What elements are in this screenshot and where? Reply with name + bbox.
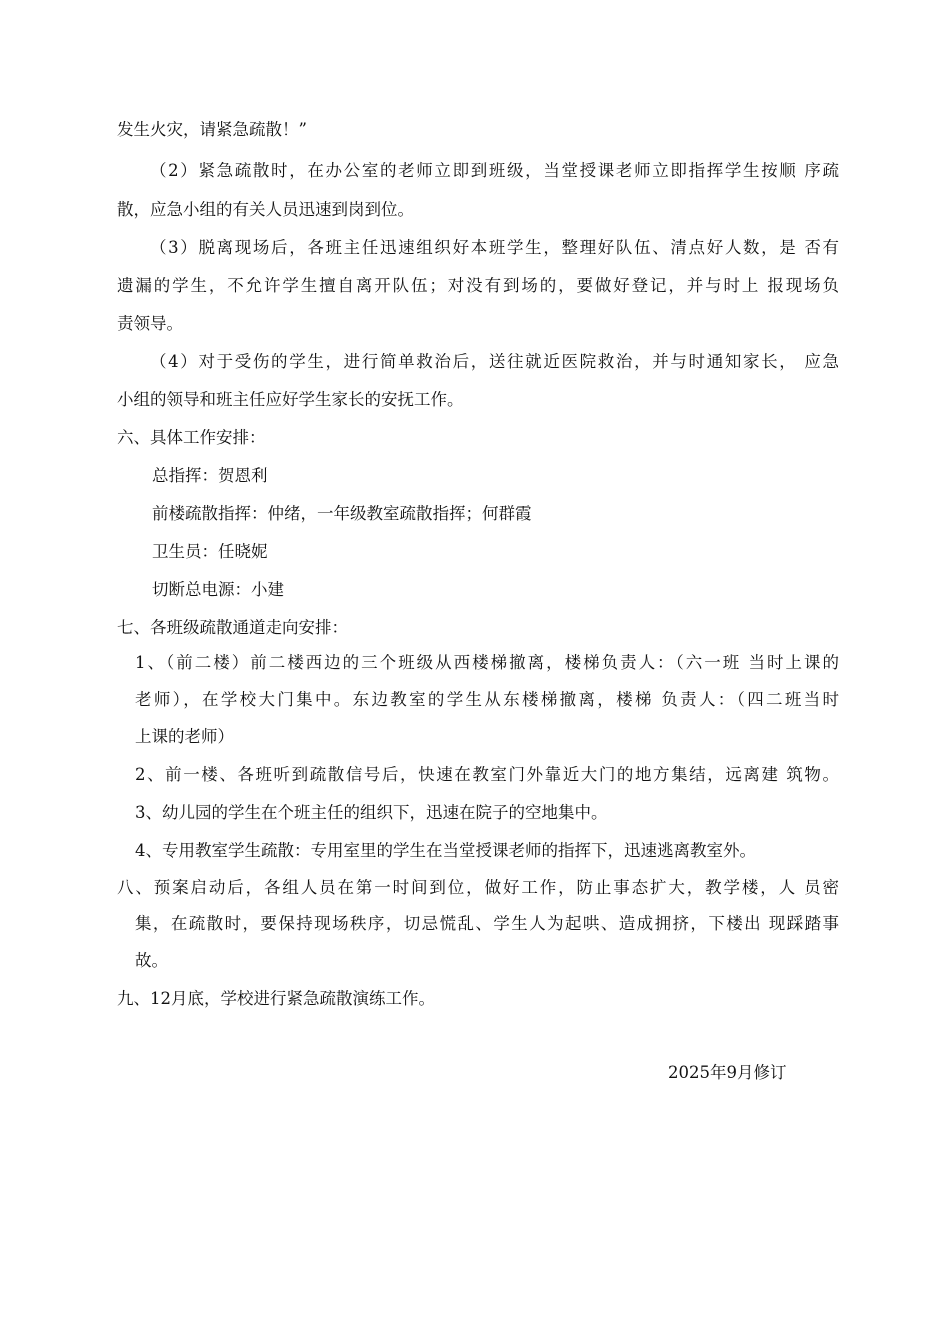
text-line: 散，应急小组的有关人员迅速到岗到位。	[117, 200, 414, 219]
text-line: （3）脱离现场后，各班主任迅速组织好本班学生，整理好队伍、清点好人数，是 否有	[150, 238, 839, 257]
text-line: 2、前一楼、各班听到疏散信号后，快速在教室门外靠近大门的地方集结，远离建 筑物。	[135, 765, 839, 784]
text-line: 遗漏的学生，不允许学生擅自离开队伍；对没有到场的，要做好登记，并与时上 报现场负	[117, 276, 839, 295]
text-line: 发生火灾，请紧急疏散！”	[117, 120, 307, 139]
text-line: 卫生员：任晓妮	[152, 542, 268, 561]
text-line: 前楼疏散指挥：仲绪，一年级教室疏散指挥；何群霞	[152, 504, 532, 523]
text-line: 责领导。	[117, 314, 183, 333]
revision-date: 2025年9月修订	[668, 1063, 787, 1082]
text-line: 3、幼儿园的学生在个班主任的组织下，迅速在院子的空地集中。	[135, 803, 608, 822]
text-line: （2）紧急疏散时，在办公室的老师立即到班级，当堂授课老师立即指挥学生按顺 序疏	[150, 161, 839, 180]
text-line: 上课的老师）	[135, 727, 234, 746]
text-line: 总指挥：贺恩利	[152, 466, 268, 485]
text-line: 集，在疏散时，要保持现场秩序，切忌慌乱、学生人为起哄、造成拥挤，下楼出 现踩踏事	[135, 914, 839, 933]
text-line: （4）对于受伤的学生，进行简单救治后，送往就近医院救治，并与时通知家长， 应急	[150, 352, 839, 371]
section-heading: 七、各班级疏散通道走向安排：	[117, 618, 348, 637]
text-line: 切断总电源：小建	[152, 580, 284, 599]
text-line: 1、（前二楼）前二楼西边的三个班级从西楼梯撤离，楼梯负责人：（六一班 当时上课的	[135, 653, 839, 672]
section-heading: 九、12月底，学校进行紧急疏散演练工作。	[117, 989, 435, 1008]
text-line: 故。	[135, 951, 168, 970]
text-line: 小组的领导和班主任应好学生家长的安抚工作。	[117, 390, 464, 409]
section-heading: 六、具体工作安排：	[117, 428, 266, 447]
text-line: 4、专用教室学生疏散：专用室里的学生在当堂授课老师的指挥下，迅速逃离教室外。	[135, 841, 756, 860]
text-line: 老师），在学校大门集中。东边教室的学生从东楼梯撤离，楼梯 负责人：（四二班当时	[135, 690, 839, 709]
section-heading: 八、预案启动后，各组人员在第一时间到位，做好工作，防止事态扩大，教学楼，人 员密	[117, 878, 839, 897]
